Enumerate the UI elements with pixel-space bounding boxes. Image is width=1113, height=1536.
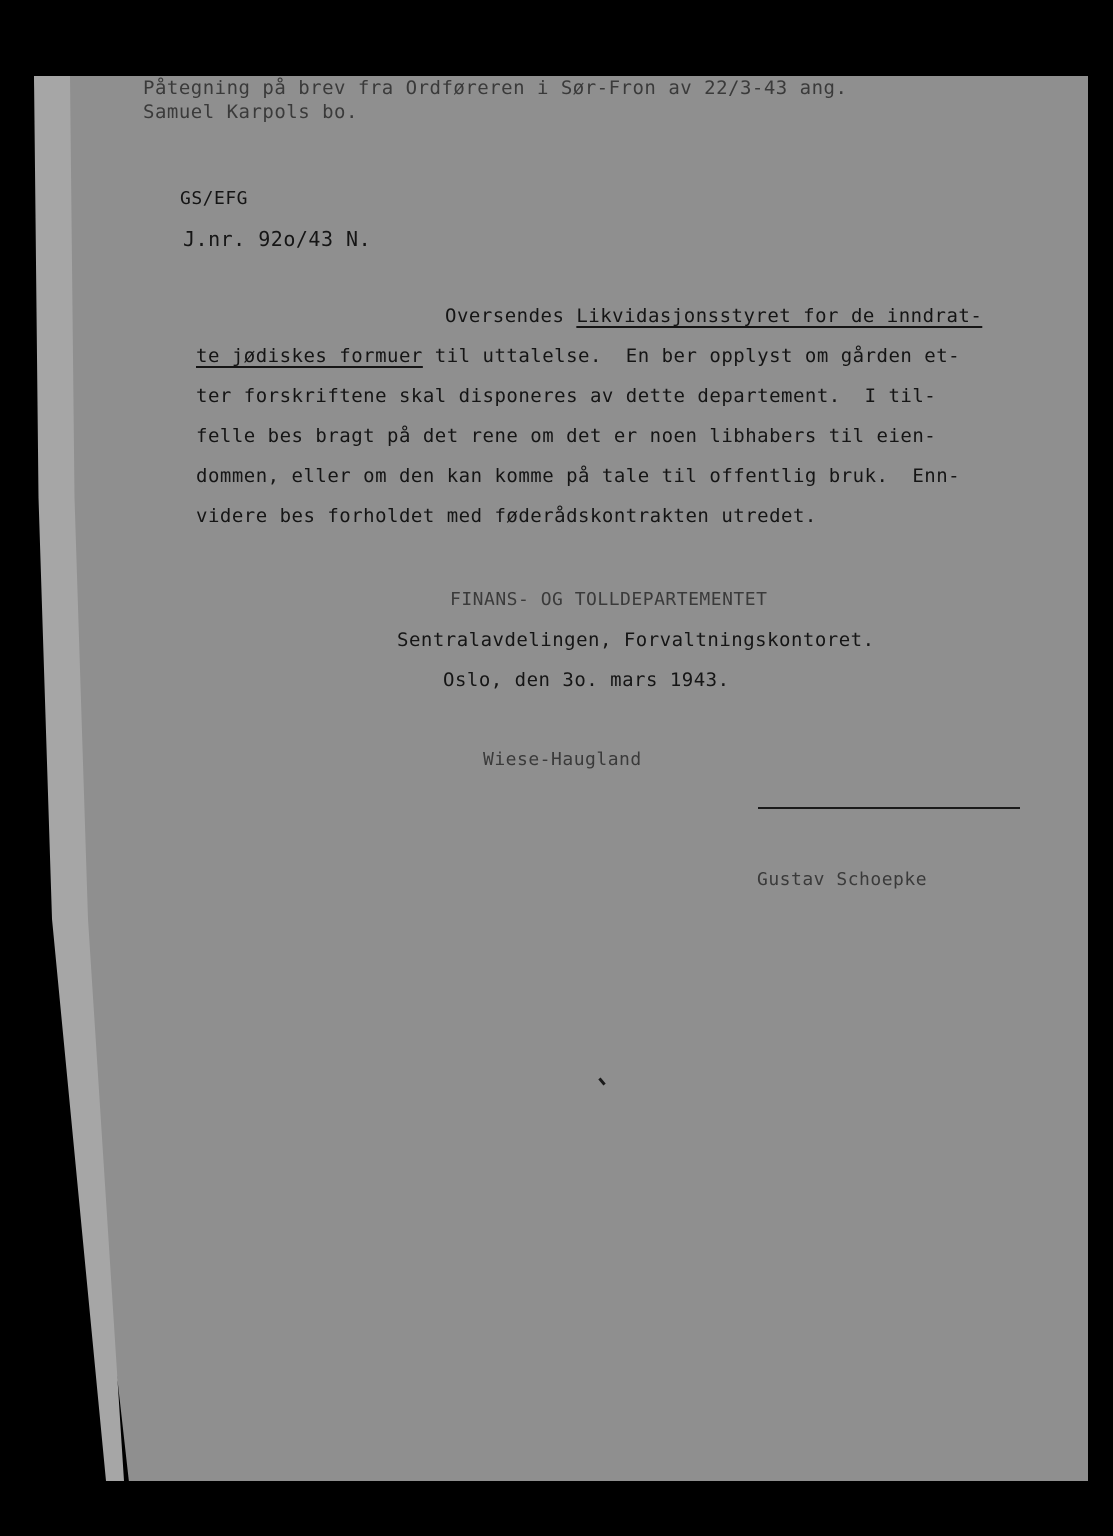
header-line-1: Påtegning på brev fra Ordføreren i Sør-Fron av 22/3-43 ang. — [143, 77, 848, 99]
body-line-1 — [445, 305, 982, 327]
place-and-date: Oslo, den 3o. mars 1943. — [443, 669, 730, 691]
body-line-4: felle bes bragt på det rene om det er noen libhabers til eien- — [196, 425, 937, 447]
reference-initials: GS/EFG — [180, 188, 249, 209]
body-line-3: ter forskriftene skal disponeres av dette departement. I til- — [196, 385, 937, 407]
body-line-1-lead: Oversendes — [445, 305, 577, 327]
department-name: FINANS- OG TOLLDEPARTEMENTET — [450, 589, 768, 610]
paper-sheet — [34, 76, 1088, 1481]
signer-name: Wiese-Haugland — [483, 749, 642, 770]
body-line-2-rest: til uttalelse. En ber opplyst om gården et- — [422, 345, 961, 367]
header-line-2: Samuel Karpols bo. — [143, 101, 358, 123]
body-line-6: videre bes forholdet med føderådskontrakten utredet. — [196, 505, 817, 527]
journal-number: J.nr. 92o/43 N. — [183, 227, 372, 251]
signature-line — [758, 807, 1020, 809]
body-line-5: dommen, eller om den kan komme på tale til offentlig bruk. Enn- — [196, 465, 961, 487]
division-name: Sentralavdelingen, Forvaltningskontoret. — [397, 629, 875, 651]
addressee-underlined: Likvidasjonsstyret for de inndrat- — [576, 305, 983, 327]
body-line-2 — [196, 345, 960, 367]
addressee-underlined-continued: te jødiskes formuer — [196, 345, 423, 367]
cosigner-name: Gustav Schoepke — [757, 869, 928, 890]
